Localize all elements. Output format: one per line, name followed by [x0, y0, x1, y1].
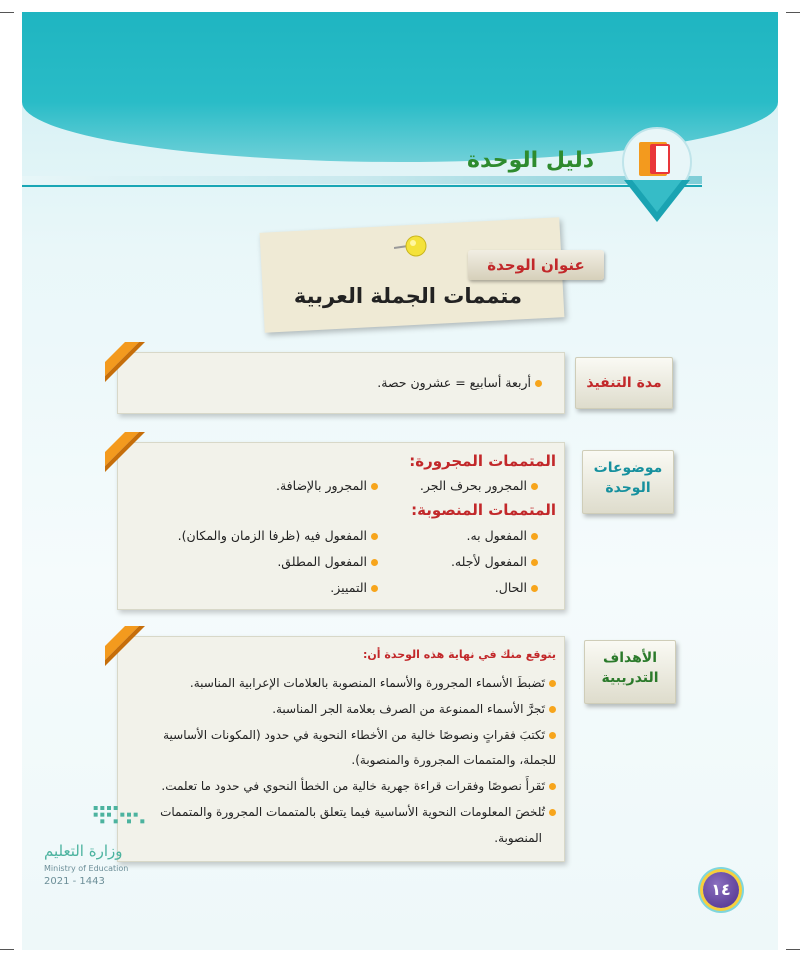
- topic-item-text: الحال.: [494, 580, 527, 595]
- topic-item-text: المجرور بحرف الجر.: [419, 478, 527, 493]
- objective-text: تُلخصَ المعلومات النحوية الأساسية فيما يتعلق بالمتممات المجرورة والمتممات: [160, 805, 545, 819]
- objectives-tab: [584, 640, 676, 704]
- bullet-icon: [371, 533, 378, 540]
- objective-text: تَكتبَ فقراتٍ ونصوصًا خالية من الأخطاء النحوية في حدود (المكونات الأساسية: [163, 728, 545, 742]
- page-number-badge: [703, 872, 739, 908]
- header-rule-line: [22, 185, 702, 187]
- topic-item: [330, 580, 378, 595]
- objectives-tab-line2: التدريبية: [601, 670, 659, 686]
- crop-mark: [786, 949, 800, 950]
- accusative-heading: المتممات المنصوبة:: [411, 501, 556, 519]
- header-rule: [22, 176, 702, 184]
- objective-item: [272, 702, 556, 716]
- topic-item-text: المفعول فيه (ظرفا الزمان والمكان).: [177, 528, 367, 543]
- topic-item-text: المفعول لأجله.: [450, 554, 527, 569]
- bullet-icon: [531, 585, 538, 592]
- topic-item: [277, 554, 378, 569]
- topic-item: [420, 478, 538, 493]
- topics-tab-line1: موضوعات: [593, 460, 663, 476]
- topic-item: [451, 554, 538, 569]
- objective-item-cont: [494, 831, 542, 845]
- objectives-box: [117, 636, 565, 862]
- objectives-intro: يتوقع منك في نهاية هذه الوحدة أن:: [362, 648, 556, 661]
- bullet-icon: [531, 533, 538, 540]
- bullet-icon: [531, 483, 538, 490]
- objective-item: [190, 676, 556, 690]
- objective-text: المنصوبة.: [494, 831, 542, 845]
- topic-item-text: المفعول المطلق.: [277, 554, 367, 569]
- crop-mark: [786, 12, 800, 13]
- duration-tab: [575, 357, 673, 409]
- bullet-icon: [531, 559, 538, 566]
- unit-title-text: متممات الجملة العربية: [293, 284, 522, 308]
- topics-tab-line2: الوحدة: [605, 480, 651, 496]
- topic-item-text: المفعول به.: [466, 528, 527, 543]
- duration-value: أربعة أسابيع = عشرون حصة.: [377, 375, 531, 390]
- ministry-year: 2021 - 1443: [44, 876, 105, 887]
- corner-ribbon-icon: [105, 342, 155, 382]
- crop-mark: [0, 12, 14, 13]
- ministry-name: وزارة التعليم: [44, 842, 123, 860]
- unit-guide-title: دليل الوحدة: [467, 148, 594, 173]
- topics-tab: [582, 450, 674, 514]
- objective-text: تَقرأَ نصوصًا وفقرات قراءة جهرية خالية من الخطأ النحوي في حدود ما تعلمت.: [161, 779, 545, 793]
- bullet-icon: [371, 585, 378, 592]
- bullet-icon: [535, 380, 542, 387]
- bullet-icon: [549, 809, 556, 816]
- duration-text: [377, 375, 542, 390]
- objective-text: للجملة، والمتممات المجرورة والمنصوبة).: [351, 753, 556, 767]
- book-emblem-icon: [612, 122, 702, 230]
- objective-item: [160, 805, 556, 819]
- objective-item: [163, 728, 556, 742]
- objective-text: تَجرَّ الأسماء الممنوعة من الصرف بعلامة الجر المناسبة.: [272, 702, 545, 716]
- objective-item-cont: [351, 753, 556, 767]
- genitive-heading: المتممات المجرورة:: [409, 452, 556, 470]
- topic-item: [178, 528, 378, 543]
- unit-title-label: عنوان الوحدة: [468, 250, 604, 280]
- bullet-icon: [549, 732, 556, 739]
- objective-text: تَضبطَ الأسماء المجرورة والأسماء المنصوبة بالعلامات الإعرابية المناسبة.: [189, 676, 545, 690]
- corner-ribbon-icon: [105, 626, 155, 666]
- topic-item-text: المجرور بالإضافة.: [275, 478, 367, 493]
- textbook-page: [22, 12, 778, 950]
- bullet-icon: [371, 483, 378, 490]
- ministry-logo-icon: [84, 802, 174, 842]
- topic-item: [495, 580, 538, 595]
- pushpin-icon: [394, 234, 428, 258]
- crop-mark: [0, 949, 14, 950]
- topic-item: [466, 528, 538, 543]
- topic-item: [276, 478, 378, 493]
- ministry-english-name: Ministry of Education: [44, 864, 129, 873]
- bullet-icon: [549, 706, 556, 713]
- bullet-icon: [371, 559, 378, 566]
- page-number: ١٤: [711, 880, 731, 899]
- corner-ribbon-icon: [105, 432, 155, 472]
- bullet-icon: [549, 783, 556, 790]
- objective-item: [161, 779, 556, 793]
- duration-tab-label: مدة التنفيذ: [586, 375, 662, 391]
- topic-item-text: التمييز.: [330, 580, 367, 595]
- bullet-icon: [549, 680, 556, 687]
- objectives-tab-line1: الأهداف: [602, 650, 658, 666]
